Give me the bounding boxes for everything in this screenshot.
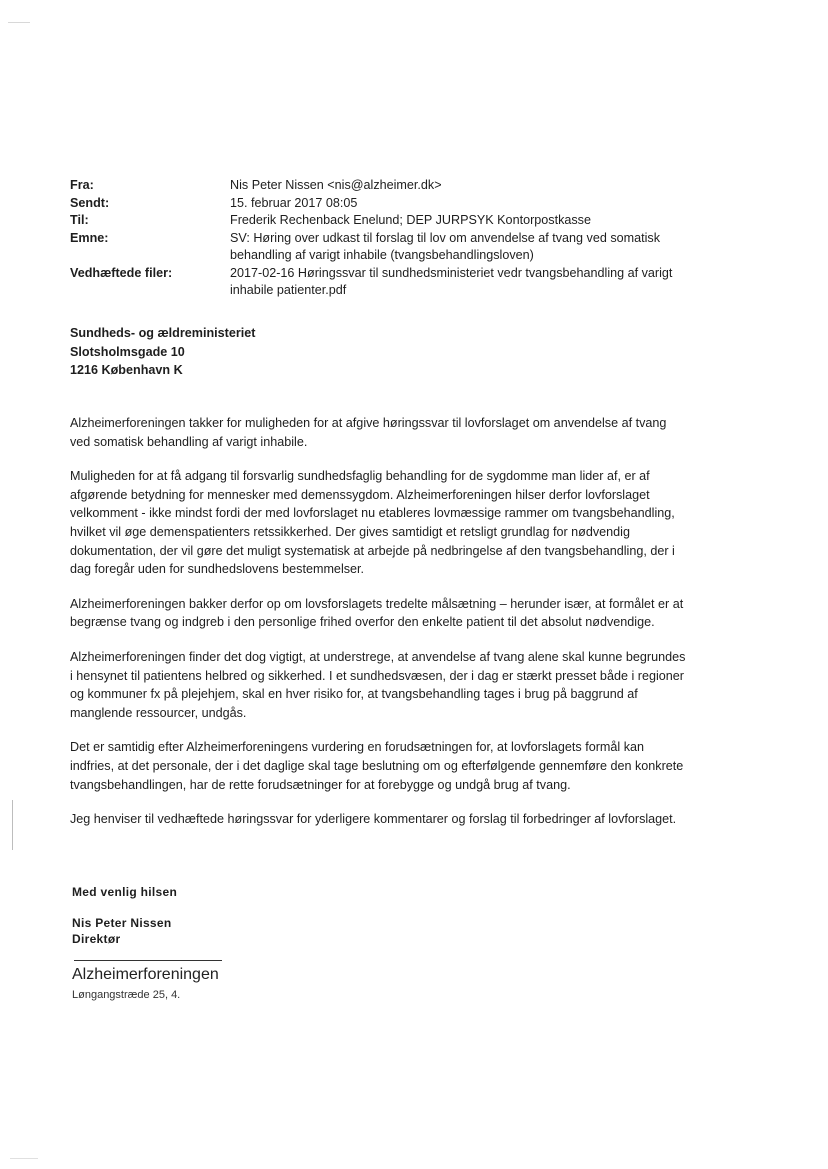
paragraph bbox=[70, 738, 750, 794]
header-sent-row bbox=[70, 195, 770, 213]
subject-value bbox=[230, 230, 770, 265]
scan-artifact bbox=[8, 22, 30, 23]
address-line: Slotsholmsgade 10 bbox=[70, 344, 185, 359]
subject-line: SV: Høring over udkast til forslag til lov om anvendelse af tvang ved somatisk bbox=[230, 230, 661, 245]
from-label: Fra: bbox=[70, 178, 94, 192]
attachment-line: 2017-02-16 Høringssvar til sundhedsministeriet vedr tvangsbehandling af varigt bbox=[230, 265, 673, 280]
body-line: hvilket vil øge demenspatienters retssikkerhed. Der gives samtidigt et retsligt grundlag for nødvendig bbox=[70, 524, 630, 539]
subject-label: Emne: bbox=[70, 230, 109, 245]
attachments-value bbox=[230, 265, 770, 300]
body-line: og kommuner fx på plejehjem, skal en hver risiko for, at tvangsbehandling tages i brug på baggrund af bbox=[70, 687, 638, 702]
body-line: dag foregår uden for sundhedslovens bestemmelser. bbox=[70, 562, 365, 577]
signer-name: Nis Peter Nissen bbox=[72, 916, 172, 930]
body-line: velkomment - ikke mindst fordi der med lovforslaget nu etableres lovmæssige rammer om tvangsbehandling, bbox=[70, 506, 675, 521]
address-line: Sundheds- og ældreministeriet bbox=[70, 326, 256, 340]
attachment-line: inhabile patienter.pdf bbox=[230, 283, 347, 297]
body-line: afgørende betydning for mennesker med demenssygdom. Alzheimerforeningen hilser derfor lovforslaget bbox=[70, 487, 650, 502]
header-attachments-row bbox=[70, 265, 770, 300]
body-line: begrænse tvang og indgreb i den personlige frihed overfor den enkelte patient til det absolut nødvendige. bbox=[70, 615, 655, 630]
header-subject-row bbox=[70, 230, 770, 265]
body-line: Alzheimerforeningen finder det dog vigtigt, at understrege, at anvendelse af tvang alene skal kunne begrundes bbox=[70, 649, 686, 664]
scan-artifact bbox=[10, 1158, 38, 1159]
letter-body bbox=[70, 414, 750, 845]
paragraph bbox=[70, 595, 750, 632]
body-line: manglende ressourcer, undgås. bbox=[70, 705, 247, 720]
body-line: Det er samtidig efter Alzheimerforeningens vurdering en forudsætningen for, at lovforslagets formål kan bbox=[70, 740, 645, 755]
email-header bbox=[70, 177, 770, 300]
header-to-row bbox=[70, 212, 770, 230]
paragraph bbox=[70, 467, 750, 579]
recipient-address bbox=[70, 324, 255, 380]
body-line: i hensynet til patientens helbred og sikkerhed. I et sundhedsvæsen, der i dag er stærkt presset både i regioner bbox=[70, 668, 684, 683]
paragraph bbox=[70, 648, 750, 722]
from-value: Nis Peter Nissen <nis@alzheimer.dk> bbox=[230, 178, 442, 192]
subject-line: behandling af varigt inhabile (tvangsbehandlingsloven) bbox=[230, 248, 534, 262]
body-line: Muligheden for at få adgang til forsvarlig sundhedsfaglig behandling for de sygdomme man lider af, er af bbox=[70, 469, 650, 484]
body-line: Alzheimerforeningen bakker derfor op om lovsforslagets tredelte målsætning – herunder især, at formålet er at bbox=[70, 596, 684, 611]
organization-address: Løngangstræde 25, 4. bbox=[72, 989, 181, 1001]
organization-name: Alzheimerforeningen bbox=[72, 966, 219, 983]
to-value: Frederik Rechenback Enelund; DEP JURPSYK Kontorpostkasse bbox=[230, 213, 591, 227]
signer-title: Direktør bbox=[72, 932, 121, 946]
body-line: Alzheimerforeningen takker for muligheden for at afgive høringssvar til lovforslaget om anvendelse af tvang bbox=[70, 416, 667, 430]
body-line: indfries, at det personale, der i det daglige skal tage beslutning om og efterfølgende gennemføre den konkrete bbox=[70, 758, 684, 773]
paragraph bbox=[70, 414, 750, 451]
signature-block bbox=[72, 915, 172, 947]
header-from-row bbox=[70, 177, 770, 195]
sent-value: 15. februar 2017 08:05 bbox=[230, 195, 358, 210]
to-label: Til: bbox=[70, 213, 89, 227]
scan-artifact bbox=[12, 800, 13, 850]
body-line: Jeg henviser til vedhæftede høringssvar for yderligere kommentarer og forslag til forbedringer af lovforslaget. bbox=[70, 812, 677, 827]
body-line: ved somatisk behandling af varigt inhabile. bbox=[70, 434, 308, 449]
paragraph bbox=[70, 810, 750, 829]
address-line: 1216 København K bbox=[70, 363, 183, 377]
sent-label: Sendt: bbox=[70, 195, 110, 210]
attachments-label: Vedhæftede filer: bbox=[70, 265, 173, 280]
signature-divider bbox=[74, 960, 222, 961]
body-line: dokumentation, der vil gøre det muligt systematisk at arbejde på nedbringelse af den tvangsbehandling, der i bbox=[70, 543, 675, 558]
body-line: tvangsbehandlingen, har de rette forudsætninger for at forebygge og undgå brug af tvang. bbox=[70, 777, 571, 792]
closing-greeting: Med venlig hilsen bbox=[72, 885, 178, 899]
